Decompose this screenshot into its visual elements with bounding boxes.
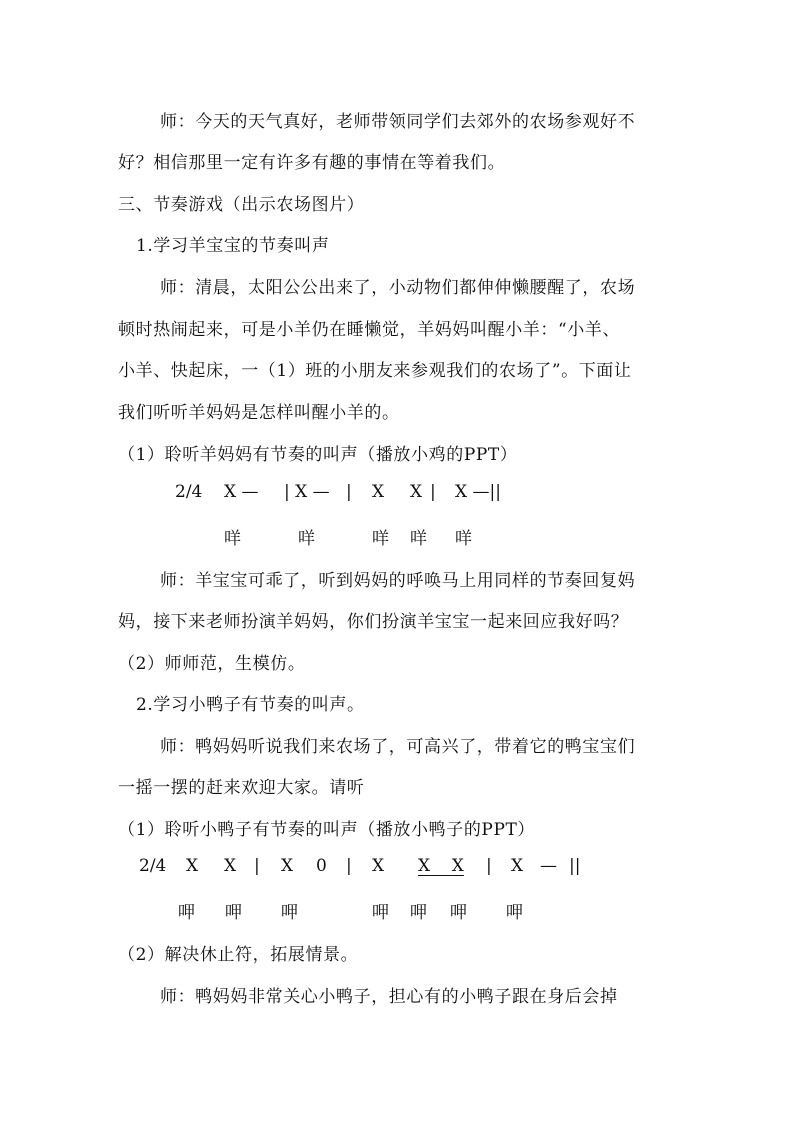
rhythm-note: X xyxy=(224,856,237,876)
dash: — xyxy=(540,856,557,876)
rhythm-note: X xyxy=(372,856,385,876)
time-signature: 2/4 xyxy=(175,482,203,502)
rest-note: 0 xyxy=(316,856,327,876)
paragraph-line: 师：鸭妈妈听说我们来农场了，可高兴了，带着它的鸭宝宝们 xyxy=(160,737,636,757)
rhythm-note: X xyxy=(418,856,431,876)
syllable: 呷 xyxy=(281,903,298,923)
syllable: 呷 xyxy=(450,903,467,923)
paragraph-line: 一摇一摆的赶来欢迎大家。请听 xyxy=(118,778,365,798)
rhythm-note: X — xyxy=(224,482,259,502)
syllable: 呷 xyxy=(178,903,195,923)
syllable: 咩 xyxy=(372,529,389,549)
rhythm-notation-duck xyxy=(0,856,794,876)
syllable: 呷 xyxy=(372,903,389,923)
syllable: 呷 xyxy=(410,903,427,923)
list-item-heading: 2.学习小鸭子有节奏的叫声。 xyxy=(136,695,365,715)
rhythm-note: X xyxy=(372,482,385,502)
paragraph-line: 我们听听羊妈妈是怎样叫醒小羊的。 xyxy=(118,403,400,423)
syllable: 咩 xyxy=(410,529,427,549)
bar-line: | xyxy=(346,482,352,502)
paragraph-line: 师：清晨，太阳公公出来了，小动物们都伸伸懒腰醒了，农场 xyxy=(160,278,636,298)
bar-line: | xyxy=(346,856,352,876)
syllable: 咩 xyxy=(298,529,315,549)
rhythm-note: X —|| xyxy=(455,482,501,502)
paragraph-line: 师：鸭妈妈非常关心小鸭子，担心有的小鸭子跟在身后会掉 xyxy=(160,987,618,1007)
rhythm-lyrics-duck xyxy=(0,898,794,923)
section-heading: 三、节奏游戏（出示农场图片） xyxy=(118,195,365,215)
rhythm-note-underlined xyxy=(418,856,466,876)
rhythm-note: X xyxy=(451,856,464,876)
bar-line: | xyxy=(486,856,492,876)
paragraph-line: 师：羊宝宝可乖了，听到妈妈的呼唤马上用同样的节奏回复妈 xyxy=(160,571,636,591)
syllable: 呷 xyxy=(506,903,523,923)
paragraph-line: 顿时热闹起来，可是小羊仍在睡懒觉，羊妈妈叫醒小羊：“小羊、 xyxy=(118,320,621,340)
bar-line: | xyxy=(254,856,260,876)
step-line: （2）解决休止符，拓展情景。 xyxy=(118,945,359,965)
rhythm-note: X xyxy=(281,856,294,876)
bar-line: | xyxy=(430,482,436,502)
syllable: 咩 xyxy=(224,529,241,549)
list-item-heading: 1.学习羊宝宝的节奏叫声 xyxy=(136,236,330,256)
rhythm-notation-sheep xyxy=(0,482,794,502)
rhythm-note: X xyxy=(186,856,199,876)
paragraph-line: 师：今天的天气真好，老师带领同学们去郊外的农场参观好不 xyxy=(160,112,636,132)
syllable: 咩 xyxy=(455,529,472,549)
step-line: （2）师师范，生模仿。 xyxy=(118,654,306,674)
paragraph-line: 好？相信那里一定有许多有趣的事情在等着我们。 xyxy=(118,153,506,173)
rhythm-note: | X — xyxy=(284,482,330,502)
time-signature: 2/4 xyxy=(139,856,167,876)
rhythm-note: X xyxy=(511,856,524,876)
paragraph-line: 妈，接下来老师扮演羊妈妈，你们扮演羊宝宝一起来回应我好吗？ xyxy=(118,612,629,632)
rhythm-note: X xyxy=(410,482,423,502)
paragraph-line: 小羊、快起床，一（1）班的小朋友来参观我们的农场了”。下面让 xyxy=(118,361,632,381)
syllable: 呷 xyxy=(225,903,242,923)
step-line: （1）聆听羊妈妈有节奏的叫声（播放小鸡的PPT） xyxy=(118,445,518,465)
end-bar-line: || xyxy=(569,856,581,876)
rhythm-lyrics-sheep xyxy=(0,524,794,549)
step-line: （1）聆听小鸭子有节奏的叫声（播放小鸭子的PPT） xyxy=(118,820,536,840)
